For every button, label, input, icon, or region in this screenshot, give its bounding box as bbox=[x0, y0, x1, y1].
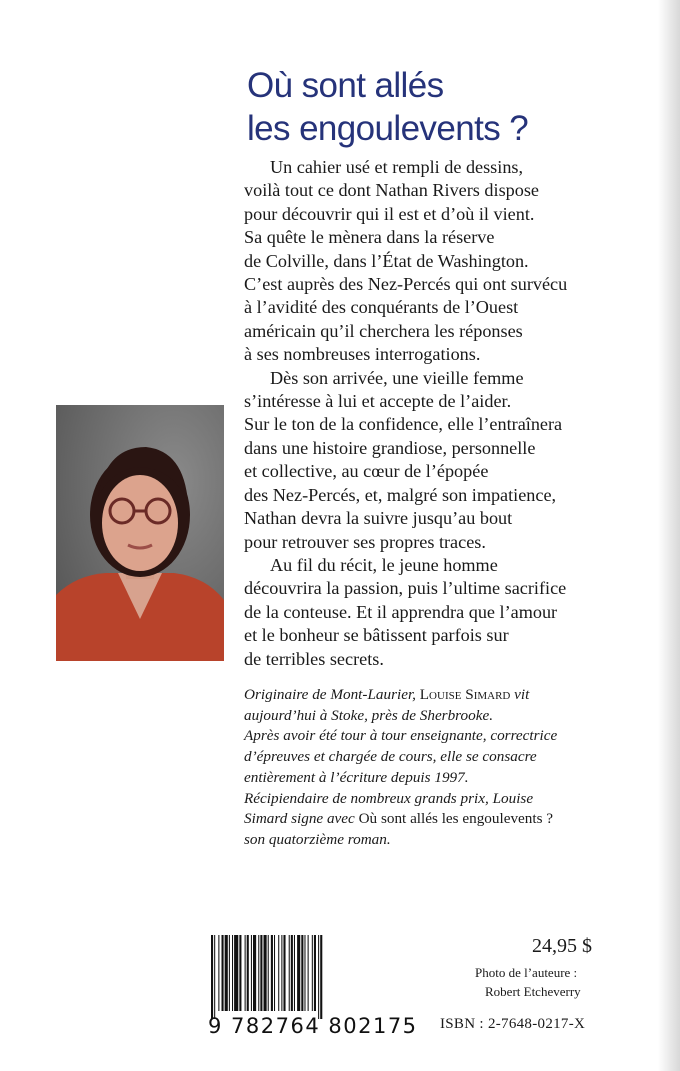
bio-line-1-start: Originaire de Mont-Laurier, bbox=[244, 686, 420, 703]
barcode-bar bbox=[281, 935, 282, 1011]
barcode-bar bbox=[274, 935, 275, 1011]
barcode-bar bbox=[268, 935, 269, 1011]
barcode-bar bbox=[301, 935, 303, 1011]
synopsis-line: dans une histoire grandiose, personnelle bbox=[244, 437, 536, 458]
synopsis-line: et le bonheur se bâtissent parfois sur bbox=[244, 625, 509, 646]
synopsis bbox=[244, 156, 604, 671]
author-bio bbox=[244, 685, 624, 851]
bio-book-title: Où sont allés les engoulevents ? bbox=[358, 810, 554, 828]
photo-credit bbox=[475, 963, 581, 1001]
synopsis-line: à l’avidité des conquérants de l’Ouest bbox=[244, 297, 519, 318]
synopsis-line: Un cahier usé et rempli de dessins, bbox=[270, 157, 524, 177]
cover-edge-shadow bbox=[658, 0, 680, 1071]
bio-line-2: aujourd’hui à Stoke, près de Sherbrooke. bbox=[244, 706, 493, 724]
synopsis-line: voilà tout ce dont Nathan Rivers dispose bbox=[244, 180, 539, 201]
bio-line-5: entièrement à l’écriture depuis 1997. bbox=[244, 768, 469, 786]
synopsis-line: Sa quête le mènera dans la réserve bbox=[244, 227, 495, 248]
barcode-bar bbox=[245, 935, 246, 1011]
synopsis-line: de terribles secrets. bbox=[244, 648, 384, 669]
photo-credit-label: Photo de l’auteure : bbox=[475, 965, 578, 980]
barcode-bar bbox=[251, 935, 252, 1011]
author-name: Louise Simard bbox=[419, 686, 511, 703]
barcode-bar bbox=[211, 935, 213, 1019]
barcode-bar bbox=[314, 935, 316, 1011]
author-photo bbox=[56, 405, 224, 661]
synopsis-line: pour retrouver ses propres traces. bbox=[244, 531, 486, 552]
barcode-bar bbox=[304, 935, 305, 1011]
synopsis-line: s’intéresse à lui et accepte de l’aider. bbox=[244, 391, 512, 412]
barcode-bar bbox=[218, 935, 219, 1011]
synopsis-line: Au fil du récit, le jeune homme bbox=[270, 554, 498, 575]
barcode-bar bbox=[239, 935, 241, 1011]
barcode-bar bbox=[283, 935, 285, 1011]
isbn: ISBN : 2-7648-0217-X bbox=[440, 1016, 586, 1032]
barcode-bar bbox=[278, 935, 279, 1011]
barcode-digits: 9 782764 802175 bbox=[208, 1014, 418, 1038]
barcode-bar bbox=[229, 935, 230, 1011]
barcode-bar bbox=[271, 935, 273, 1011]
synopsis-line: des Nez-Percés, et, malgré son impatience, bbox=[244, 484, 557, 505]
bio-line-4: d’épreuves et chargée de cours, elle se consacre bbox=[244, 748, 537, 766]
book-title-line-2: les engoulevents ? bbox=[247, 109, 529, 148]
book-title bbox=[247, 64, 528, 150]
synopsis-line: et collective, au cœur de l’épopée bbox=[244, 461, 489, 482]
synopsis-paragraph bbox=[244, 554, 604, 671]
synopsis-line: de Colville, dans l’État de Washington. bbox=[244, 250, 529, 271]
barcode-bar bbox=[232, 935, 233, 1011]
barcode-bar bbox=[225, 935, 228, 1011]
bio-line-1 bbox=[244, 685, 624, 706]
synopsis-line: Nathan devra la suivre jusqu’au bout bbox=[244, 508, 513, 529]
barcode-bar bbox=[258, 935, 259, 1011]
barcode-bar bbox=[253, 935, 256, 1011]
barcode-bar bbox=[264, 935, 267, 1011]
photo-credit-name: Robert Etcheverry bbox=[485, 984, 581, 999]
barcode-bar bbox=[234, 935, 238, 1011]
synopsis-line: américain qu’il cherchera les réponses bbox=[244, 320, 523, 341]
synopsis-paragraph bbox=[244, 367, 604, 554]
barcode-bar bbox=[308, 935, 309, 1011]
synopsis-line: Dès son arrivée, une vieille femme bbox=[270, 367, 524, 388]
barcode-bar bbox=[291, 935, 293, 1011]
barcode-bar bbox=[318, 935, 319, 1019]
barcode-bar bbox=[294, 935, 295, 1011]
book-title-line-1: Où sont allés bbox=[247, 66, 444, 105]
bio-line-3: Après avoir été tour à tour enseignante, correctrice bbox=[244, 727, 558, 745]
synopsis-line: pour découvrir qui il est et d’où il vient. bbox=[244, 203, 535, 224]
synopsis-line: à ses nombreuses interrogations. bbox=[244, 344, 481, 365]
bio-line-1-end: vit bbox=[510, 686, 530, 703]
bio-line-8: son quatorzième roman. bbox=[244, 830, 391, 848]
bio-line-6: Récipiendaire de nombreux grands prix, Louise bbox=[244, 789, 534, 807]
barcode-bar bbox=[222, 935, 224, 1011]
barcode-bar bbox=[214, 935, 215, 1019]
barcode-bar bbox=[297, 935, 300, 1011]
author-portrait-icon bbox=[56, 405, 224, 661]
barcode-bar bbox=[312, 935, 313, 1011]
synopsis-line: C’est auprès des Nez-Percés qui ont survécu bbox=[244, 274, 568, 295]
barcode-bar bbox=[260, 935, 262, 1011]
synopsis-line: de la conteuse. Et il apprendra que l’amour bbox=[244, 601, 558, 622]
barcode-bar bbox=[289, 935, 290, 1011]
synopsis-line: Sur le ton de la confidence, elle l’entraînera bbox=[244, 414, 563, 435]
synopsis-paragraph bbox=[244, 156, 604, 367]
bio-line-7-start: Simard signe avec bbox=[244, 810, 359, 828]
synopsis-line: découvrira la passion, puis l’ultime sacrifice bbox=[244, 578, 567, 599]
barcode-bar bbox=[247, 935, 249, 1011]
bio-line-7 bbox=[244, 809, 624, 830]
barcode-bar bbox=[320, 935, 322, 1019]
price: 24,95 $ bbox=[532, 935, 592, 957]
